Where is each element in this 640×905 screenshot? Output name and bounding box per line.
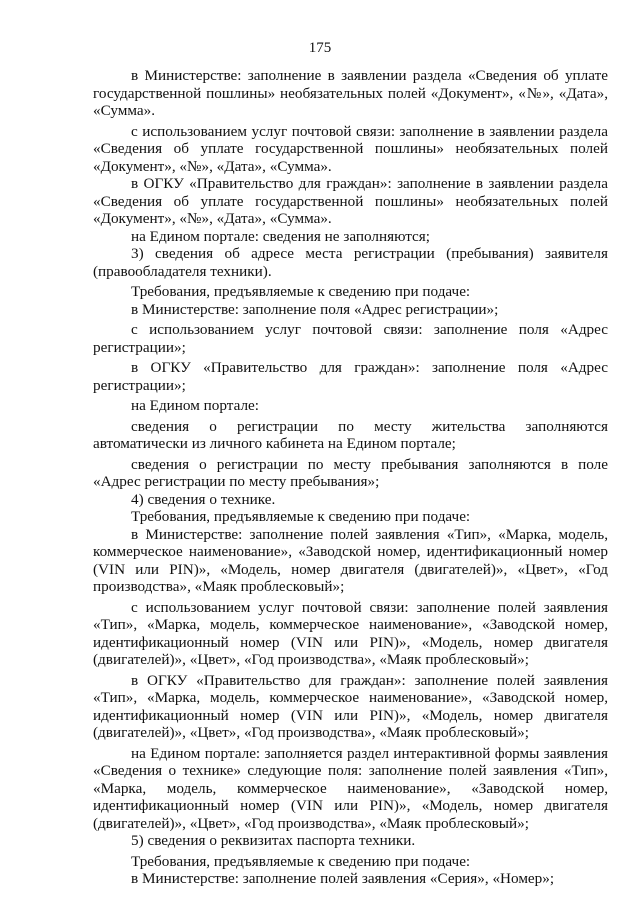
paragraph: в ОГКУ «Правительство для граждан»: заполнение поля «Адрес регистрации»;	[93, 359, 608, 394]
paragraph: в ОГКУ «Правительство для граждан»: заполнение полей заявления «Тип», «Марка, модель, коммерческое наименование», «Заводской номер, идентификационный номер (VIN или PIN)», «Модель, номер двигателя (двигателей)», «Цвет», «Год производства», «Маяк проблесковый»;	[93, 671, 608, 741]
paragraph: 5) сведения о реквизитах паспорта техники.	[131, 832, 416, 849]
paragraph: в Министерстве: заполнение полей заявления «Тип», «Марка, модель, коммерческое наименование», «Заводской номер, идентификационный номер (VIN или PIN)», «Модель, номер двигателя (двигателей)», «Цвет», «Год производства», «Маяк проблесковый»;	[93, 525, 608, 595]
paragraph: сведения о регистрации по месту жительства заполняются автоматически из личного кабинета на Едином портале;	[93, 417, 608, 452]
paragraph: 3) сведения об адресе места регистрации (пребывания) заявителя (правообладателя техники).	[93, 245, 608, 280]
paragraph: с использованием услуг почтовой связи: заполнение поля «Адрес регистрации»;	[93, 321, 608, 356]
paragraph: Требования, предъявляемые к сведению при подаче:	[131, 508, 471, 525]
paragraph: на Едином портале: заполняется раздел интерактивной формы заявления «Сведения о технике» следующие поля: заполнение полей заявления «Тип», «Марка, модель, коммерческое наименование», «Заводской номер, идентификационный номер (VIN или PIN)», «Модель, номер двигателя (двигателей)», «Цвет», «Год производства», «Маяк проблесковый»;	[93, 744, 608, 832]
paragraph: 4) сведения о технике.	[131, 490, 276, 508]
paragraph: на Едином портале:	[131, 397, 259, 414]
paragraph: с использованием услуг почтовой связи: заполнение в заявлении раздела «Сведения об уплате государственной пошлины» необязательных полей «Документ», «№», «Дата», «Сумма».	[93, 122, 608, 175]
paragraph: в Министерстве: заполнение полей заявления «Серия», «Номер»;	[131, 870, 555, 887]
paragraph: сведения о регистрации по месту пребывания заполняются в поле «Адрес регистрации по месту пребывания»;	[93, 455, 608, 490]
paragraph: Требования, предъявляемые к сведению при подаче:	[131, 283, 471, 300]
paragraph: с использованием услуг почтовой связи: заполнение полей заявления «Тип», «Марка, модель, коммерческое наименование», «Заводской номер, идентификационный номер (VIN или PIN)», «Модель, номер двигателя (двигателей)», «Цвет», «Год производства», «Маяк проблесковый»;	[93, 598, 608, 668]
paragraph: Требования, предъявляемые к сведению при подаче:	[131, 852, 471, 870]
paragraph: в ОГКУ «Правительство для граждан»: заполнение в заявлении раздела «Сведения об уплате государственной пошлины» необязательных полей «Документ», «№», «Дата», «Сумма».	[93, 175, 608, 227]
paragraph: в Министерстве: заполнение в заявлении раздела «Сведения об уплате государственной пошлины» необязательных полей «Документ», «№», «Дата», «Сумма».	[93, 67, 608, 119]
paragraph: в Министерстве: заполнение поля «Адрес регистрации»;	[131, 300, 499, 318]
paragraph: на Едином портале: сведения не заполняются;	[131, 227, 430, 245]
document-body	[93, 67, 608, 888]
page-number: 175	[308, 40, 332, 56]
